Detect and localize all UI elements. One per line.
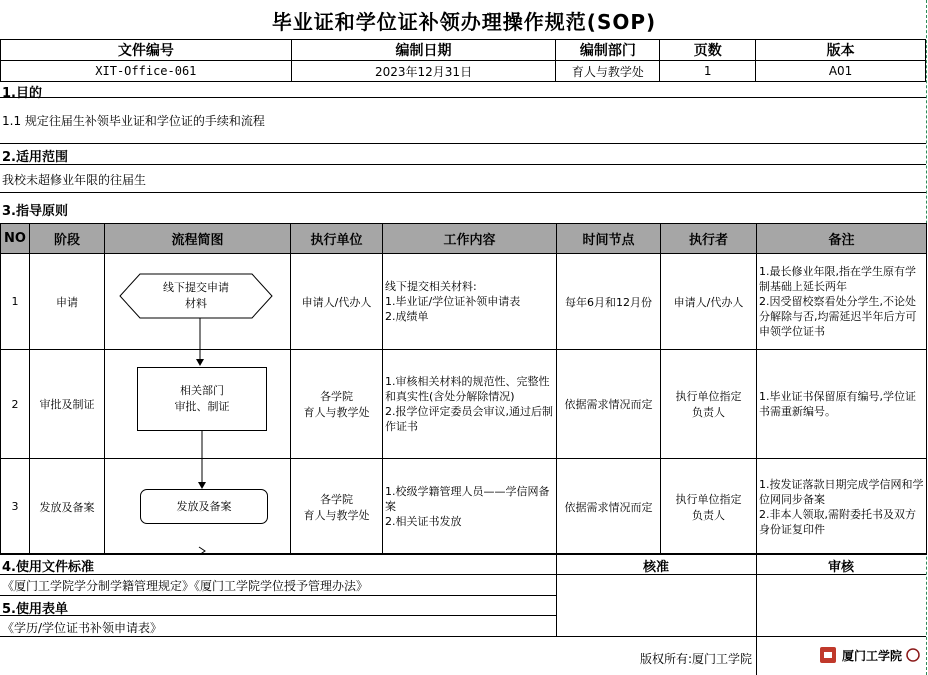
meta-table — [0, 39, 926, 82]
divider — [0, 97, 926, 98]
meta-value-dept: 育人与教学处 — [556, 61, 660, 82]
divider — [0, 636, 556, 637]
work-line: 1.校级学籍管理人员——学信网备案 — [385, 485, 550, 513]
flow-step-submit — [140, 275, 252, 317]
meta-header-version: 版本 — [756, 40, 926, 61]
divider — [0, 143, 926, 144]
meta-header-date: 编制日期 — [291, 40, 556, 61]
divider — [556, 553, 557, 636]
approve-label: 核准 — [642, 560, 669, 575]
row-time: 每年6月和12月份 — [557, 254, 661, 350]
meta-header-pages: 页数 — [660, 40, 756, 61]
col-header-unit: 执行单位 — [291, 224, 383, 254]
row-no: 2 — [1, 350, 30, 459]
purpose-text: 1.1 规定往届生补领毕业证和学位证的手续和流程 — [2, 114, 265, 128]
unit-line: 各学院 — [320, 390, 353, 403]
col-header-work: 工作内容 — [383, 224, 557, 254]
row-executor: 申请人/代办人 — [661, 254, 757, 350]
forms-text: 《学历/学位证书补领申请表》 — [2, 621, 163, 635]
meta-value-doc-no: XIT-Office-061 — [1, 61, 292, 82]
divider — [0, 615, 556, 616]
col-header-executor: 执行者 — [661, 224, 757, 254]
meta-header-dept: 编制部门 — [556, 40, 660, 61]
executor-line: 负责人 — [692, 406, 725, 419]
row-no: 3 — [1, 459, 30, 555]
row-work — [383, 254, 557, 350]
divider — [0, 574, 926, 575]
col-header-stage: 阶段 — [30, 224, 105, 254]
flow-arrowhead — [196, 359, 204, 366]
meta-value-date: 2023年12月31日 — [291, 61, 556, 82]
divider — [0, 553, 926, 554]
flow-step-text: 审批、制证 — [174, 400, 230, 413]
meta-value-version: A01 — [756, 61, 926, 82]
note-line: 1.按发证落款日期完成学信网和学位网同步备案 — [759, 477, 924, 506]
row-unit — [291, 459, 383, 555]
col-header-time: 时间节点 — [557, 224, 661, 254]
work-line: 2.报学位评定委员会审议,通过后制作证书 — [385, 405, 553, 433]
row-stage: 申请 — [30, 254, 105, 350]
work-line: 2.成绩单 — [385, 310, 429, 323]
standards-title: 4.使用文件标准 — [2, 560, 94, 575]
school-emblem-icon — [818, 645, 838, 665]
forms-title: 5.使用表单 — [2, 602, 68, 617]
logo-wordmark: 厦门工学院 — [842, 648, 903, 663]
row-executor — [661, 459, 757, 555]
executor-line: 负责人 — [692, 508, 725, 522]
flow-step-text: 材料 — [185, 297, 207, 310]
divider — [0, 192, 926, 193]
scope-text: 我校未超修业年限的往届生 — [2, 173, 147, 187]
note-line: 2.非本人领取,需附委托书及双方身份证复印件 — [759, 507, 916, 536]
row-time: 依据需求情况而定 — [557, 459, 661, 555]
divider — [756, 553, 757, 675]
flow-step-approve — [137, 367, 267, 431]
work-line: 线下提交相关材料: — [385, 280, 477, 293]
executor-line: 执行单位指定 — [675, 390, 742, 403]
copyright-text: 版权所有:厦门工学院 — [639, 652, 752, 666]
unit-line: 育人与教学处 — [303, 406, 370, 419]
school-seal-icon — [906, 648, 920, 662]
meta-value-pages: 1 — [660, 61, 756, 82]
row-note — [757, 350, 927, 459]
flow-diagram — [104, 253, 290, 553]
note-line: 2.因受留校察看处分学生,不论处分解除与否,均需延迟半年后方可申领学位证书 — [759, 295, 917, 338]
document-title: 毕业证和学位证补领办理操作规范(SOP) — [271, 10, 657, 34]
review-label: 审核 — [827, 560, 854, 575]
work-line: 2.相关证书发放 — [385, 515, 462, 528]
row-time: 依据需求情况而定 — [557, 350, 661, 459]
standards-text: 《厦门工学院学分制学籍管理规定》《厦门工学院学位授予管理办法》 — [2, 579, 369, 593]
row-stage: 发放及备案 — [30, 459, 105, 555]
row-unit — [291, 350, 383, 459]
row-executor — [661, 350, 757, 459]
row-unit: 申请人/代办人 — [291, 254, 383, 350]
unit-line: 各学院 — [320, 492, 353, 506]
unit-line: 育人与教学处 — [303, 508, 370, 522]
school-logo — [818, 641, 926, 669]
row-note — [757, 254, 927, 350]
divider — [0, 595, 556, 596]
flow-step-issue: 发放及备案 — [140, 489, 268, 524]
col-header-no: NO — [1, 224, 30, 254]
col-header-note: 备注 — [757, 224, 927, 254]
executor-line: 执行单位指定 — [675, 492, 742, 506]
principle-title: 3.指导原则 — [2, 204, 68, 219]
row-no: 1 — [1, 254, 30, 350]
work-line: 1.毕业证/学位证补领申请表 — [385, 295, 521, 308]
work-line: 1.审核相关材料的规范性、完整性和真实性(含处分解除情况) — [385, 375, 550, 403]
flow-arrowhead — [198, 482, 206, 489]
note-line: 1.最长修业年限,指在学生原有学制基础上延长两年 — [759, 265, 916, 293]
flow-step-text: 相关部门 — [180, 384, 224, 397]
row-note — [757, 459, 927, 555]
meta-header-doc-no: 文件编号 — [1, 40, 292, 61]
row-work — [383, 459, 557, 555]
divider — [556, 636, 926, 637]
purpose-title: 1.目的 — [2, 86, 42, 101]
col-header-flow: 流程简图 — [105, 224, 291, 254]
flow-step-text: 线下提交申请 — [163, 281, 229, 294]
row-work — [383, 350, 557, 459]
row-stage: 审批及制证 — [30, 350, 105, 459]
divider — [0, 164, 926, 165]
note-line: 1.毕业证书保留原有编号,学位证书需重新编号。 — [759, 390, 916, 418]
scope-title: 2.适用范围 — [2, 150, 68, 165]
